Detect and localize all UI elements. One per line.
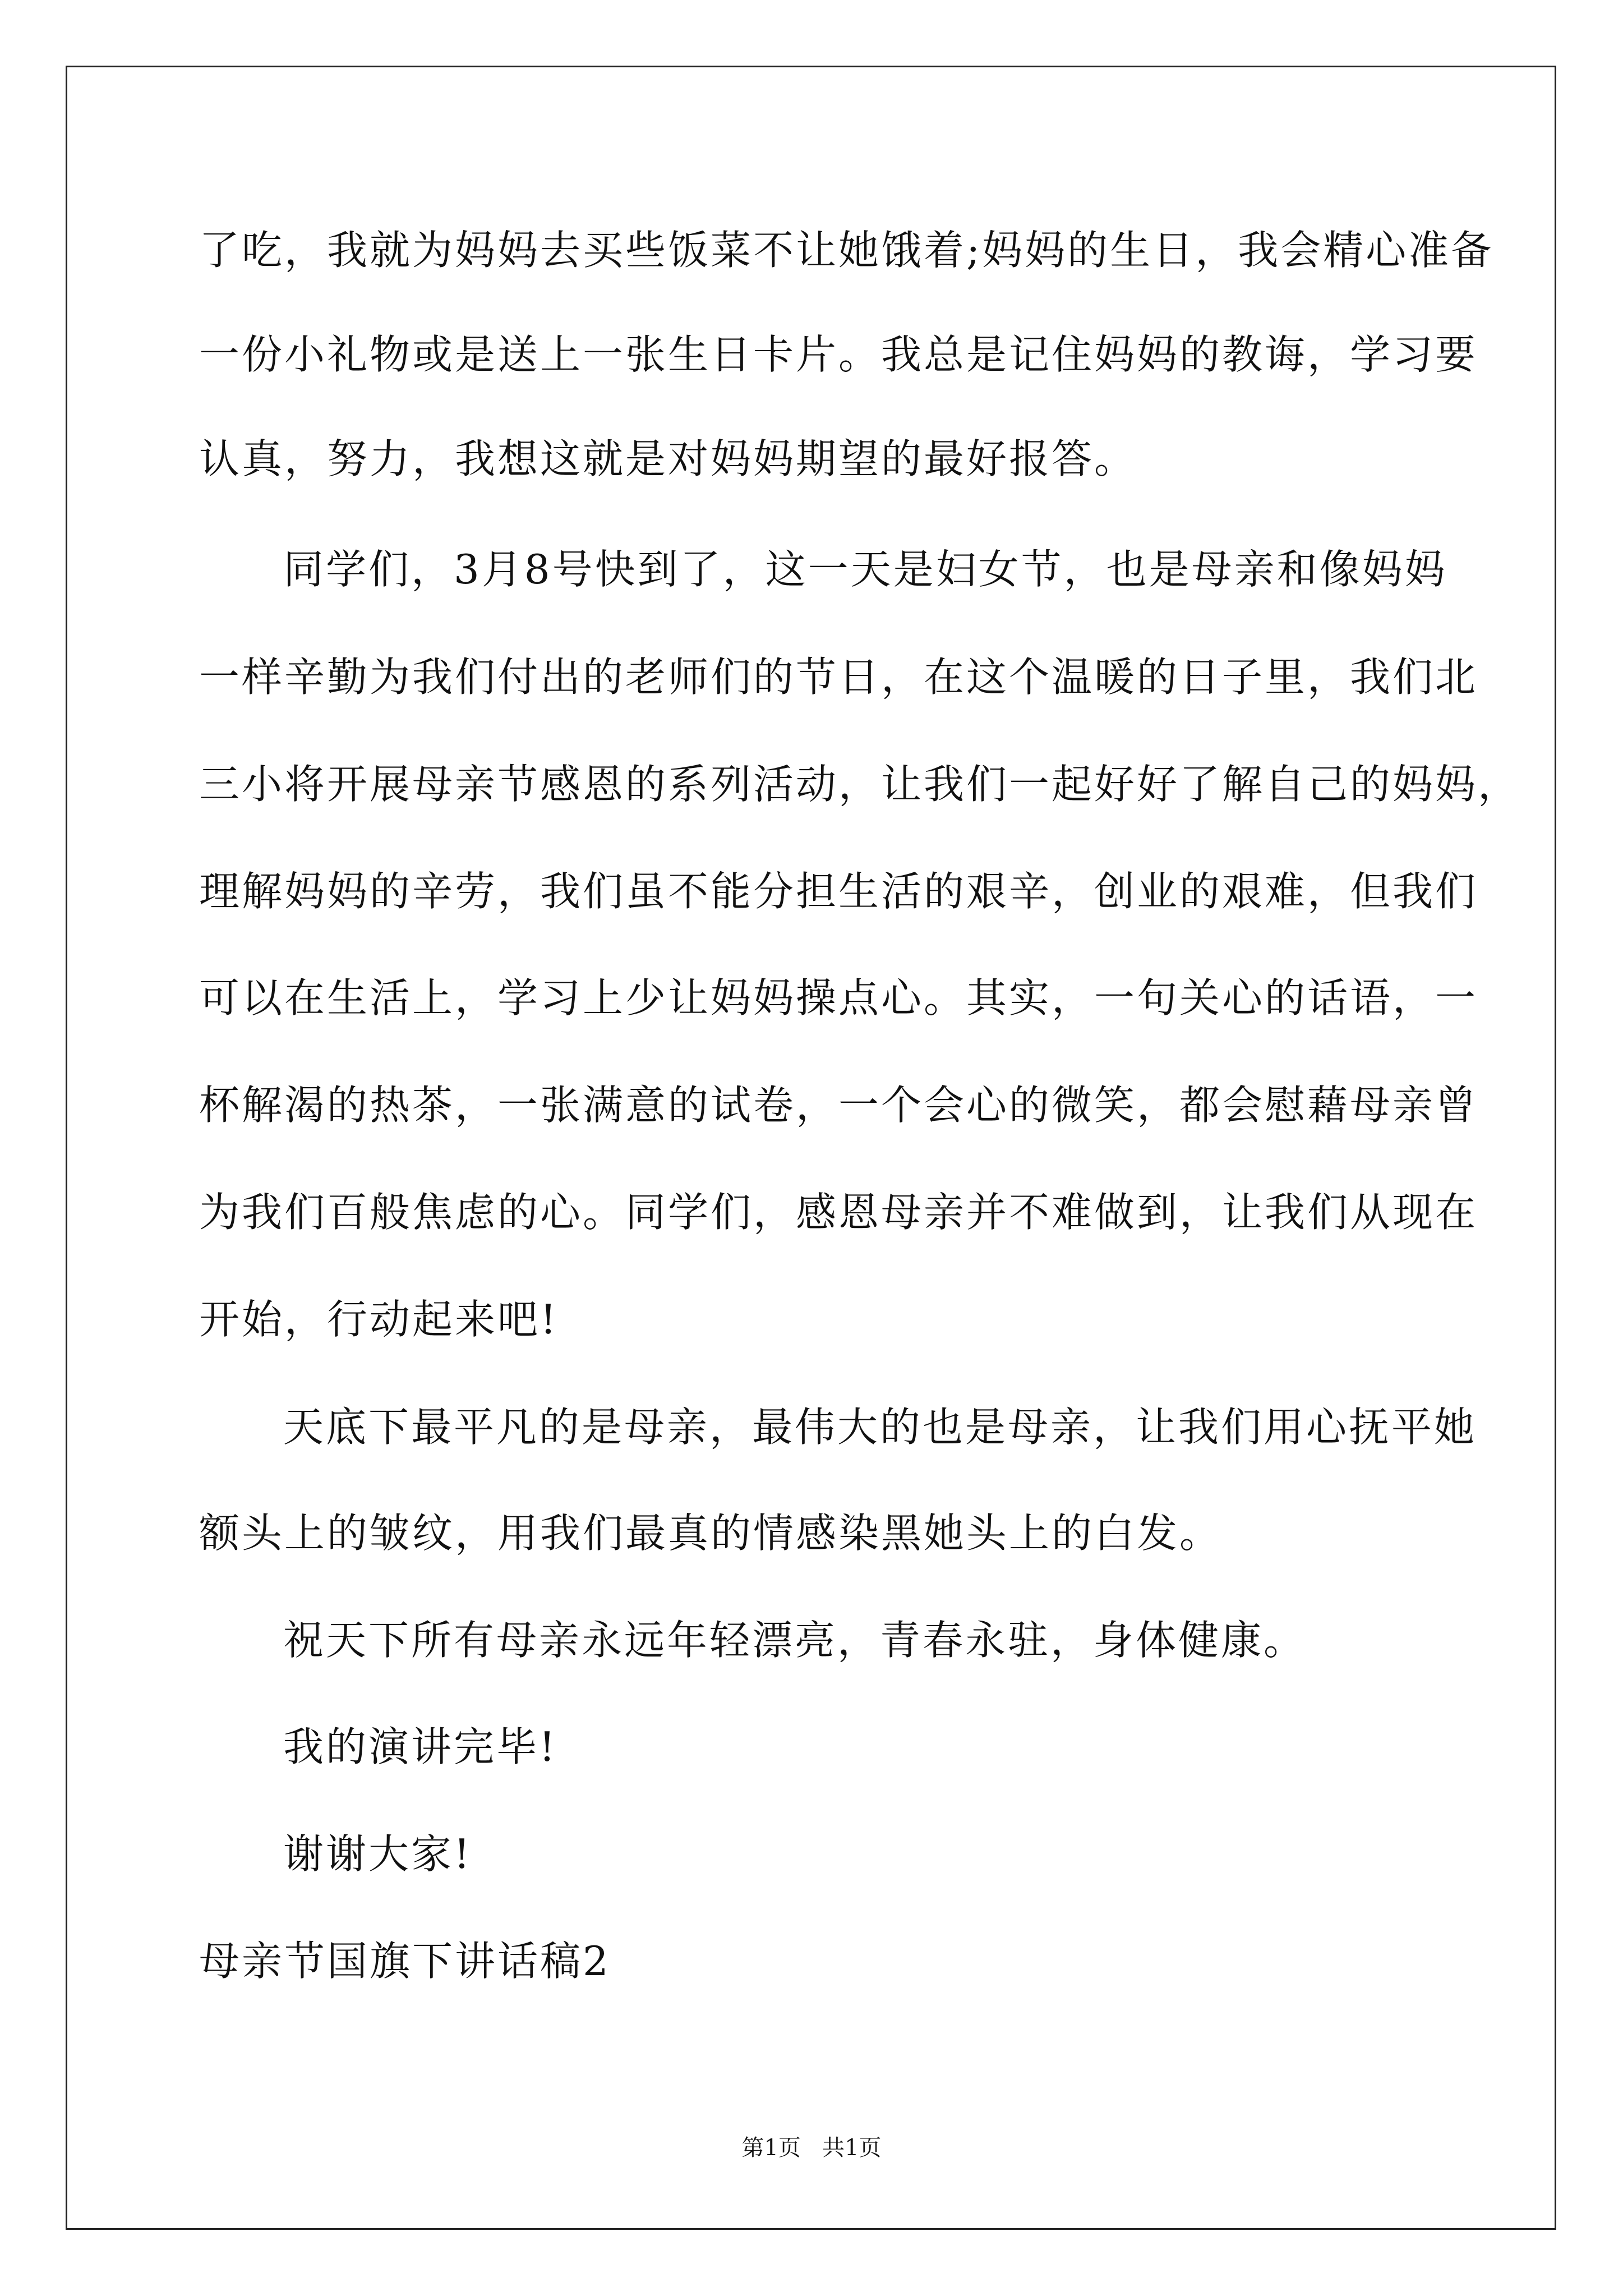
body-line: 杯解渴的热茶，一张满意的试卷，一个会心的微笑，都会慰藉母亲曾 bbox=[199, 1082, 1478, 1129]
page-footer: 第1页 共1页 bbox=[741, 2135, 882, 2161]
body-line: 一样辛勤为我们付出的老师们的节日，在这个温暖的日子里，我们北 bbox=[199, 654, 1478, 701]
paragraph-first-line: 谢谢大家! bbox=[283, 1830, 472, 1878]
body-line: 理解妈妈的辛劳，我们虽不能分担生活的艰辛，创业的艰难，但我们 bbox=[199, 868, 1478, 915]
section-heading: 母亲节国旗下讲话稿2 bbox=[199, 1938, 611, 1985]
body-line: 开始，行动起来吧! bbox=[199, 1296, 559, 1343]
body-line: 了吃，我就为妈妈去买些饭菜不让她饿着;妈妈的生日，我会精心准备 bbox=[199, 227, 1494, 274]
body-line: 为我们百般焦虑的心。同学们，感恩母亲并不难做到，让我们从现在 bbox=[199, 1189, 1478, 1236]
paragraph-first-line: 同学们，3月8号快到了，这一天是妇女节，也是母亲和像妈妈 bbox=[283, 546, 1447, 593]
body-line: 一份小礼物或是送上一张生日卡片。我总是记住妈妈的教诲，学习要 bbox=[199, 331, 1478, 378]
paragraph-first-line: 祝天下所有母亲永远年轻漂亮，青春永驻，身体健康。 bbox=[283, 1617, 1307, 1664]
body-line: 三小将开展母亲节感恩的系列活动，让我们一起好好了解自己的妈妈， bbox=[199, 761, 1521, 808]
paragraph-first-line: 天底下最平凡的是母亲，最伟大的也是母亲，让我们用心抚平她 bbox=[283, 1404, 1477, 1451]
body-line: 可以在生活上，学习上少让妈妈操点心。其实，一句关心的话语，一 bbox=[199, 974, 1478, 1022]
page-border bbox=[66, 66, 1556, 2230]
body-line: 额头上的皱纹，用我们最真的情感染黑她头上的白发。 bbox=[199, 1510, 1223, 1557]
paragraph-first-line: 我的演讲完毕! bbox=[283, 1723, 557, 1770]
body-line: 认真，努力，我想这就是对妈妈期望的最好报答。 bbox=[199, 435, 1137, 482]
